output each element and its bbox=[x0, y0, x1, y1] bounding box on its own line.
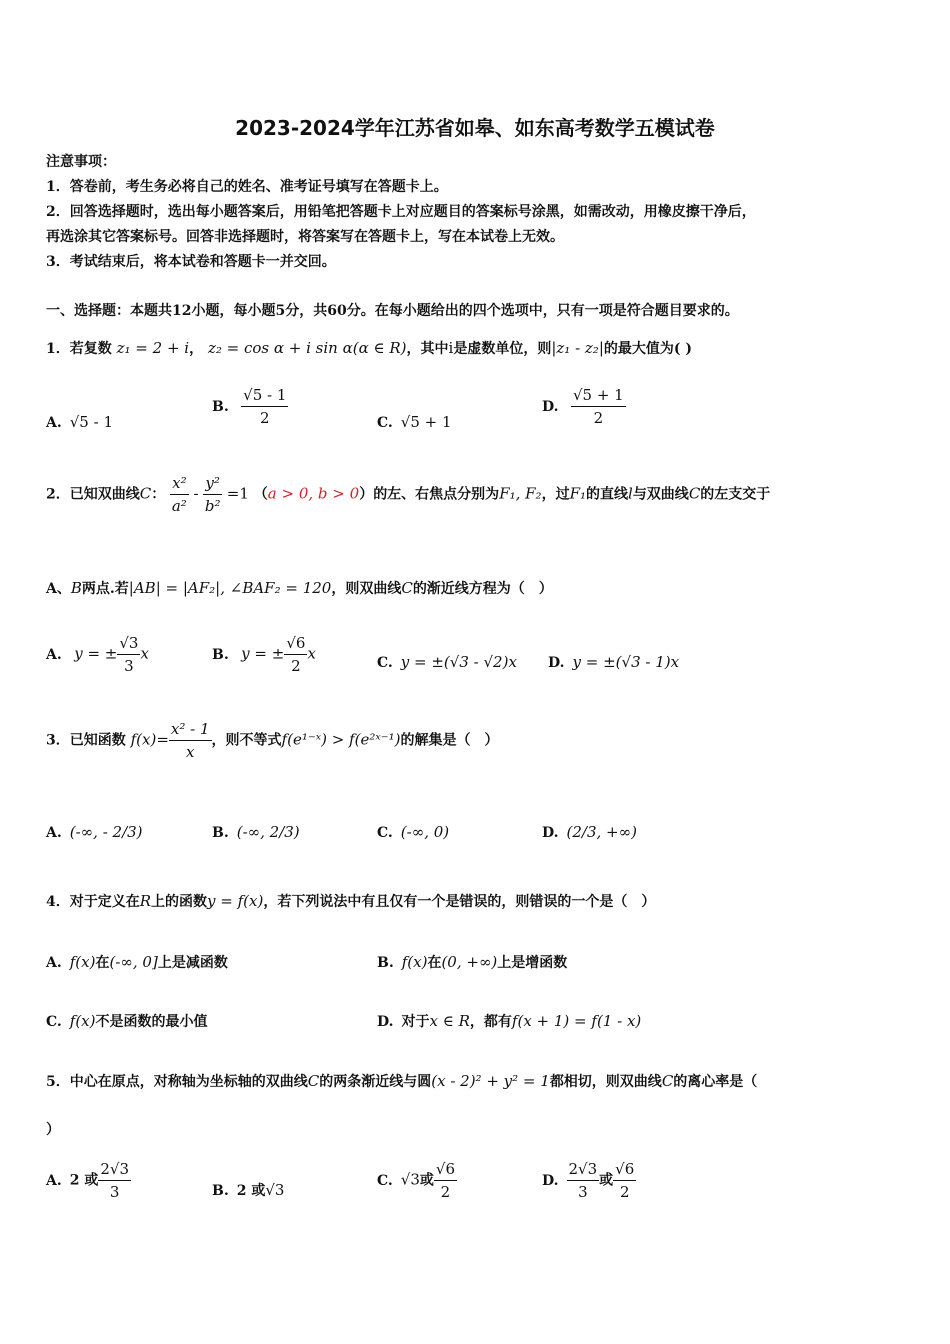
page-title: 2023-2024学年江苏省如皋、如东高考数学五模试卷 bbox=[235, 116, 715, 140]
option-math: x ∈ R bbox=[429, 1012, 470, 1030]
q2-text4: 与双曲线 bbox=[632, 486, 689, 503]
option-label: D. bbox=[542, 398, 559, 415]
q5-mid2: 都相切，则双曲线 bbox=[549, 1074, 662, 1090]
option-text-2: 上是增函数 bbox=[497, 955, 568, 971]
q4-option-b[interactable] bbox=[377, 952, 567, 973]
q2-foci: F₁, F₂ bbox=[499, 484, 542, 503]
q1-mid: ，其中 bbox=[406, 341, 449, 357]
q1-option-b[interactable] bbox=[212, 386, 288, 427]
q3-option-c[interactable] bbox=[377, 822, 449, 843]
q3-option-b[interactable] bbox=[212, 822, 300, 843]
option-label: A. bbox=[46, 646, 62, 663]
q4-tail: ，若下列说法中有且仅有一个是错误的，则错误的一个是（ ） bbox=[263, 894, 656, 910]
question-2: 2．已知双曲线C： $\frac{\text{x²}}{\text{a²}}$ - $\frac{\text{y²}}{\text{b²}}$ =1 （a > 0, b > 0）的左、右焦点分别为F₁, F₂，过F₁的直线l与双曲线C的左支交于 bbox=[46, 474, 771, 515]
q1-tail: 的最大值为( ) bbox=[603, 341, 692, 357]
option-text: 2 或 bbox=[236, 1183, 266, 1199]
option-text: ，都有 bbox=[469, 1014, 512, 1030]
option-math: f(x) bbox=[69, 953, 96, 971]
option-math: (-∞, - 2/3) bbox=[69, 823, 143, 841]
question-3 bbox=[46, 720, 498, 761]
q3-option-a[interactable] bbox=[46, 822, 143, 843]
q4-option-a[interactable] bbox=[46, 952, 228, 973]
notes-heading: 注意事项： bbox=[46, 154, 116, 170]
option-label: B. bbox=[212, 398, 229, 415]
q3-tail: 的解集是（ ） bbox=[400, 732, 499, 749]
option-math: (-∞, 2/3) bbox=[236, 823, 300, 841]
option-math: √5 + 1 bbox=[400, 413, 452, 431]
option-label: D. bbox=[542, 1172, 559, 1189]
q3-stem: 3．已知函数 bbox=[46, 732, 126, 749]
q2-text5: 的左支交于 bbox=[700, 486, 771, 503]
option-label: C. bbox=[377, 1172, 393, 1189]
option-math: √5 - 1 bbox=[69, 413, 113, 431]
option-label: D. bbox=[548, 655, 565, 671]
option-text-2: 上是减函数 bbox=[157, 955, 228, 971]
q4-option-c[interactable] bbox=[46, 1011, 208, 1032]
q3-option-d[interactable] bbox=[542, 822, 637, 843]
option-label: C. bbox=[377, 415, 393, 431]
option-math: y = ±(√3 - 1)x bbox=[572, 653, 680, 671]
option-label: A. bbox=[46, 955, 62, 971]
option-math-2: (0, +∞) bbox=[441, 953, 498, 971]
q2-minus: - bbox=[193, 484, 199, 503]
option-math: √3 bbox=[265, 1181, 285, 1199]
q2-frac-x: $\frac{\text{x²}}{\text{a²}}$ bbox=[171, 474, 187, 515]
option-math: √3 bbox=[400, 1170, 420, 1189]
option-suffix: x bbox=[140, 644, 149, 663]
q2-line2-b: B bbox=[70, 579, 82, 597]
q2-text3: 的直线 bbox=[586, 486, 628, 503]
option-label: D. bbox=[542, 825, 559, 841]
question-2-cont bbox=[46, 578, 553, 599]
q4-stem: 4．对于定义在 bbox=[46, 894, 140, 910]
q5-c2: C bbox=[661, 1072, 674, 1090]
option-text: 2 或 bbox=[69, 1172, 99, 1189]
option-text: 在 bbox=[95, 955, 110, 971]
q1-z1: z₁ = 2 + i bbox=[116, 339, 190, 357]
q3-fraction: $\frac{\text{x² - 1}}{x}$ bbox=[170, 720, 210, 761]
option-fraction: $\frac{√3}{3}$ bbox=[119, 634, 139, 675]
option-label: B. bbox=[212, 646, 229, 663]
q1-option-a[interactable] bbox=[46, 412, 113, 433]
q2-c: C bbox=[139, 484, 152, 503]
option-label: B. bbox=[212, 825, 229, 841]
option-text: 不是函数的最小值 bbox=[95, 1014, 208, 1030]
option-prefix: y = ± bbox=[241, 644, 285, 663]
q2-l: l bbox=[628, 484, 633, 503]
q1-option-c[interactable] bbox=[377, 412, 452, 433]
option-fraction: $\frac{√5 - 1}{2}$ bbox=[243, 386, 287, 427]
q5-option-a[interactable] bbox=[46, 1160, 131, 1201]
question-5 bbox=[46, 1071, 757, 1092]
q2-line2-a: A、 bbox=[46, 581, 71, 597]
q2-option-a[interactable] bbox=[46, 634, 149, 675]
question-1 bbox=[46, 338, 692, 359]
option-math: (2/3, +∞) bbox=[566, 823, 637, 841]
note-item-2: 2．回答选择题时，选出每小题答案后，用铅笔把答题卡上对应题目的答案标号涂黑，如需改动，用橡皮擦干净后， bbox=[46, 204, 756, 220]
question-4 bbox=[46, 891, 655, 912]
q5-close-paren: ） bbox=[46, 1122, 60, 1138]
q2-stem: 2．已知双曲线 bbox=[46, 486, 140, 503]
note-item-2-cont: 再选涂其它答案标号。回答非选择题时，将答案写在答题卡上，写在本试卷上无效。 bbox=[46, 229, 564, 245]
option-label: D. bbox=[377, 1014, 394, 1030]
q1-stem: 1．若复数 bbox=[46, 341, 112, 357]
option-fraction: $\frac{√5 + 1}{2}$ bbox=[572, 386, 624, 427]
option-label: C. bbox=[377, 655, 393, 671]
q2-f1: F₁ bbox=[569, 484, 586, 503]
option-fraction: $\frac{2√3}{3}$ bbox=[568, 1160, 598, 1201]
q2-condition: a > 0, b > 0 bbox=[267, 484, 360, 503]
q1-z2: z₂ = cos α + i sin α(α ∈ R) bbox=[207, 339, 407, 357]
option-math-2: (-∞, 0] bbox=[109, 953, 158, 971]
q2-eq-one: =1 bbox=[226, 484, 249, 503]
section-heading: 一、选择题：本题共12小题，每小题5分，共60分。在每小题给出的四个选项中，只有一项是符合题目要求的。 bbox=[46, 303, 739, 319]
q2-text2: ，过 bbox=[541, 486, 570, 503]
option-text-pre: 对于 bbox=[401, 1014, 430, 1030]
q1-sep: ， bbox=[189, 341, 204, 357]
q2-line2-c: C bbox=[401, 579, 413, 597]
q5-mid: 的两条渐近线与圆 bbox=[319, 1074, 432, 1090]
option-math: f(x) bbox=[401, 953, 428, 971]
option-label: B. bbox=[377, 955, 394, 971]
q2-line2-tail1: ，则双曲线 bbox=[331, 581, 402, 597]
option-fraction: $\frac{√6}{2}$ bbox=[286, 634, 306, 675]
q2-line2-cond: |AB| = |AF₂|, ∠BAF₂ = 120 bbox=[128, 579, 332, 597]
q4-option-d[interactable] bbox=[377, 1011, 641, 1032]
q1-option-d[interactable] bbox=[542, 386, 626, 427]
q1-mid2: 是虚数单位，则 bbox=[453, 341, 552, 357]
note-item-1: 1．答卷前，考生务必将自己的姓名、准考证号填写在答题卡上。 bbox=[46, 179, 448, 195]
q5-option-c[interactable] bbox=[377, 1160, 457, 1201]
q3-inequality: f(e¹⁻ˣ) > f(e²ˣ⁻¹) bbox=[281, 730, 401, 749]
option-label: A. bbox=[46, 1172, 62, 1189]
option-label: C. bbox=[46, 1014, 62, 1030]
option-math: f(x) bbox=[69, 1012, 96, 1030]
option-label: A. bbox=[46, 825, 62, 841]
q5-option-b[interactable] bbox=[212, 1180, 284, 1201]
q3-fx: f(x)= bbox=[130, 730, 169, 749]
option-fraction-2: $\frac{√6}{2}$ bbox=[615, 1160, 635, 1201]
q2-line2-tail2: 的渐近线方程为（ ） bbox=[412, 581, 553, 597]
q2-option-d[interactable] bbox=[548, 652, 679, 673]
option-math: (-∞, 0) bbox=[400, 823, 450, 841]
q2-colon: ： bbox=[151, 486, 166, 503]
q3-mid: ，则不等式 bbox=[211, 732, 282, 749]
option-fraction: $\frac{√6}{2}$ bbox=[435, 1160, 455, 1201]
q5-circle: (x - 2)² + y² = 1 bbox=[431, 1072, 550, 1090]
q4-r: R bbox=[139, 892, 152, 910]
option-prefix: y = ± bbox=[74, 644, 118, 663]
option-text: 在 bbox=[427, 955, 442, 971]
q2-option-c[interactable] bbox=[377, 652, 517, 673]
q1-i: i bbox=[448, 339, 454, 357]
q2-option-b[interactable] bbox=[212, 634, 316, 675]
q5-option-d[interactable] bbox=[542, 1160, 636, 1201]
q5-tail: 的离心率是（ bbox=[673, 1074, 758, 1090]
option-label: A. bbox=[46, 415, 62, 431]
q5-c: C bbox=[307, 1072, 320, 1090]
q4-func: y = f(x) bbox=[207, 892, 264, 910]
option-text: 或 bbox=[599, 1172, 614, 1189]
option-suffix: x bbox=[307, 644, 316, 663]
option-text: 或 bbox=[419, 1172, 434, 1189]
q2-frac-y: $\frac{\text{y²}}{\text{b²}}$ bbox=[204, 474, 221, 515]
q5-stem: 5．中心在原点，对称轴为坐标轴的双曲线 bbox=[46, 1074, 308, 1090]
option-math-2: f(x + 1) = f(1 - x) bbox=[511, 1012, 642, 1030]
option-label: C. bbox=[377, 825, 393, 841]
option-label: B. bbox=[212, 1183, 229, 1199]
option-math: y = ±(√3 - √2)x bbox=[400, 653, 517, 671]
q2-c2: C bbox=[688, 484, 701, 503]
option-fraction: $\frac{2√3}{3}$ bbox=[100, 1160, 130, 1201]
q2-line2-text: 两点.若 bbox=[81, 581, 129, 597]
q2-text1: 的左、右焦点分别为 bbox=[373, 486, 500, 503]
note-item-3: 3．考试结束后，将本试卷和答题卡一并交回。 bbox=[46, 254, 336, 270]
q4-mid: 上的函数 bbox=[151, 894, 208, 910]
q1-abs: |z₁ - z₂| bbox=[551, 339, 604, 357]
